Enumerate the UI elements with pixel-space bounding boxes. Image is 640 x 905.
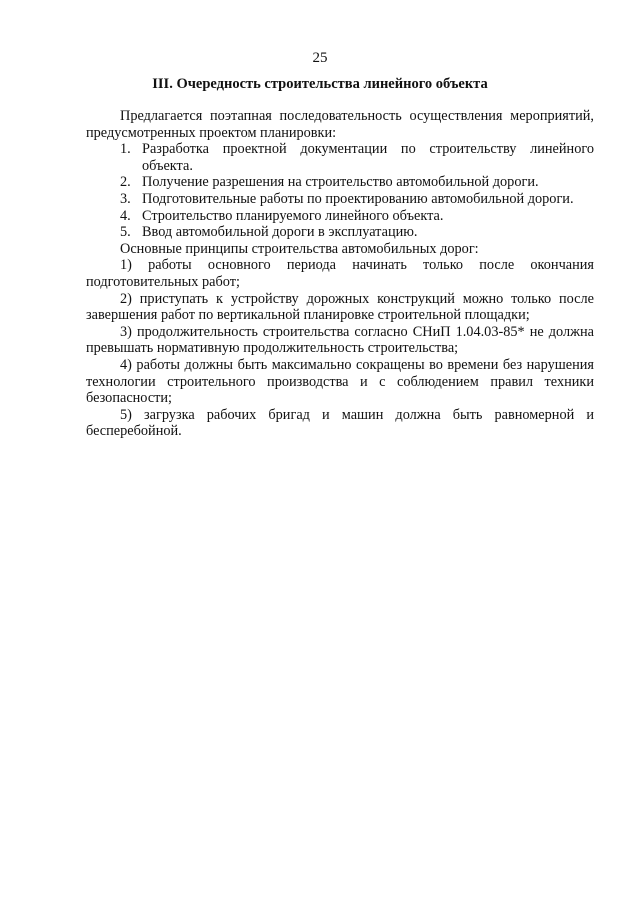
principle-item: 3) продолжительность строительства согласно СНиП 1.04.03-85* не должна превышать нормативную продолжительность строительства; <box>86 323 594 357</box>
document-body <box>86 108 594 440</box>
list-item-text: Подготовительные работы по проектированию автомобильной дороги. <box>142 190 574 207</box>
list-item-text: Строительство планируемого линейного объекта. <box>142 207 444 224</box>
list-item <box>86 224 594 241</box>
list-item-text: Разработка проектной документации по строительству линейного объекта. <box>142 141 594 174</box>
list-item <box>86 191 594 208</box>
page-number: 25 <box>312 50 328 66</box>
principle-item: 4) работы должны быть максимально сокращены во времени без нарушения технологии строительного производства и с соблюдением правил техники безопасности; <box>86 356 594 407</box>
list-item-number: 2. <box>120 174 131 191</box>
principles-heading: Основные принципы строительства автомобильных дорог: <box>120 240 479 257</box>
list-item <box>86 174 594 191</box>
section-title: III. Очередность строительства линейного объекта <box>152 76 488 92</box>
principle-item: 2) приступать к устройству дорожных конструкций можно только после завершения работ по вертикальной планировке строительной площадки; <box>86 290 594 324</box>
list-item-number: 3. <box>120 190 131 207</box>
stages-list <box>86 141 594 241</box>
list-item-number: 1. <box>120 141 131 158</box>
intro-paragraph: Предлагается поэтапная последовательность осуществления мероприятий, предусмотренных проектом планировки: <box>86 108 594 141</box>
list-item-text: Получение разрешения на строительство автомобильной дороги. <box>142 174 539 191</box>
principle-item: 1) работы основного периода начинать только после окончания подготовительных работ; <box>86 257 594 290</box>
list-item-number: 4. <box>120 207 131 224</box>
list-item-number: 5. <box>120 224 131 241</box>
list-item <box>86 208 594 225</box>
list-item-text: Ввод автомобильной дороги в эксплуатацию. <box>142 224 418 241</box>
principle-item: 5) загрузка рабочих бригад и машин должна быть равномерной и бесперебойной. <box>86 406 594 440</box>
list-item <box>86 141 594 174</box>
